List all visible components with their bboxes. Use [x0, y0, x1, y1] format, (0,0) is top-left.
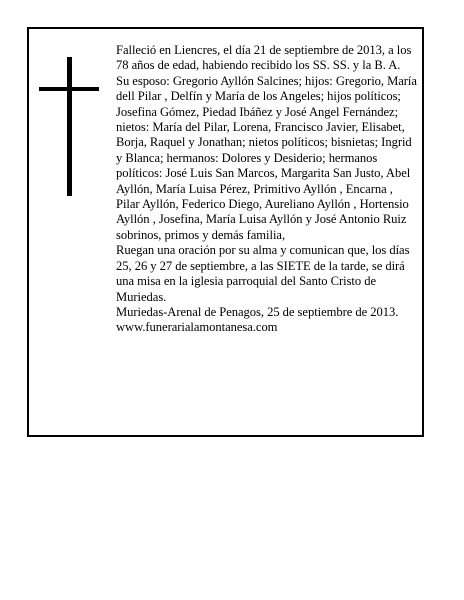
family-list: Su esposo: Gregorio Ayllón Salcines; hijos: Gregorio, María dell Pilar , Delfín y María de los Angeles; hijos políticos; Josefina Gómez, Piedad Ibáñez y José Angel Fernández; nietos: María del Pilar, Lorena, Francisco Javier, Elisabet, Borja, Raquel y Jonathan; nietos políticos; bisnietas; Ingrid y Blanca; hermanos: Dolores y Desiderio; hermanos políticos: José Luis San Marcos, Margarita San Justo, Abel Ayllón, María Luisa Pérez, Primitivo Ayllón , Encarna , Pilar Ayllón, Federico Diego, Aureliano Ayllón , Hortensio Ayllón , Josefina, María Luisa Ayllón y José Antonio Ruiz sobrinos, primos y demás familia, — [116, 73, 417, 242]
mass-announcement: Ruegan una oración por su alma y comunican que, los días 25, 26 y 27 de septiembre, a las SIETE de la tarde, se dirá una misa en la iglesia parroquial del Santo Cristo de Muriedas. — [116, 243, 410, 304]
cross-vertical-bar — [67, 57, 72, 196]
notice-body — [116, 43, 418, 336]
death-announcement: Falleció en Liencres, el día 21 de septiembre de 2013, a los 78 años de edad, habiendo recibido los SS. SS. y la B. A. — [116, 43, 412, 73]
obituary-notice — [27, 27, 424, 437]
place-date-footer: Muriedas-Arenal de Penagos, 25 de septiembre de 2013. www.funerarialamontanesa.com — [116, 304, 399, 335]
cross-horizontal-bar — [39, 87, 99, 91]
